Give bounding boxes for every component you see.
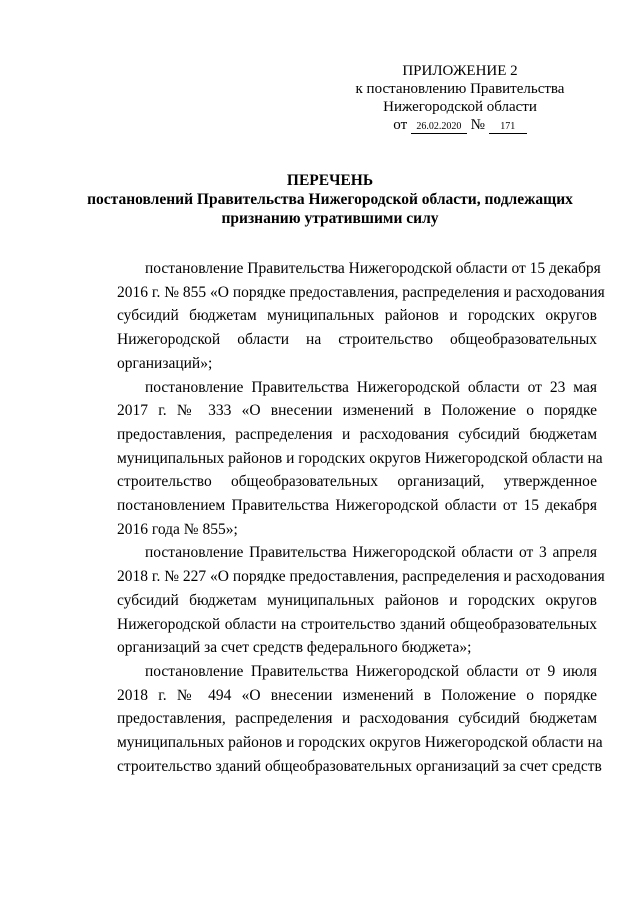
paragraph-line: 2018 г. № 494 «О внесении изменений в Положение о порядке bbox=[117, 686, 597, 704]
list-item bbox=[117, 376, 603, 542]
paragraph-line: организаций за счет средств федерального бюджета»; bbox=[117, 639, 472, 657]
paragraph-line: постановлением Правительства Нижегородской области от 15 декабря bbox=[117, 497, 597, 515]
paragraph-line: 2017 г. № 333 «О внесении изменений в Положение о порядке bbox=[117, 402, 597, 420]
appendix-header bbox=[340, 62, 580, 134]
title-subheading-line1: постановлений Правительства Нижегородской области, подлежащих bbox=[87, 191, 573, 208]
document-title bbox=[60, 171, 600, 228]
number-sign: № bbox=[470, 117, 485, 133]
title-subheading-line2: признанию утратившими силу bbox=[221, 210, 439, 227]
paragraph-line: 2018 г. № 227 «О порядке предоставления, распределения и расходования bbox=[117, 568, 605, 586]
list-item bbox=[117, 660, 603, 779]
paragraph-line: субсидий бюджетам муниципальных районов и городских округов bbox=[117, 591, 597, 609]
paragraph-line: строительство зданий общеобразовательных организаций за счет средств bbox=[117, 757, 602, 775]
paragraph-line: муниципальных районов и городских округов Нижегородской области на bbox=[117, 449, 603, 467]
paragraph-line: организаций»; bbox=[117, 354, 213, 372]
date-prefix: от bbox=[393, 117, 408, 133]
paragraph-line: постановление Правительства Нижегородской области от 15 декабря bbox=[145, 260, 601, 277]
paragraph-line: предоставления, распределения и расходования субсидий бюджетам bbox=[117, 710, 597, 728]
paragraph-line: строительство общеобразовательных организаций, утвержденное bbox=[117, 473, 597, 491]
document-body bbox=[117, 257, 605, 778]
appendix-date-line bbox=[340, 116, 580, 134]
list-item bbox=[117, 541, 605, 660]
paragraph-line: Нижегородской области на строительство зданий общеобразовательных bbox=[117, 615, 597, 633]
appendix-region: Нижегородской области bbox=[383, 99, 537, 115]
paragraph-line: Нижегородской области на строительство общеобразовательных bbox=[117, 331, 597, 349]
appendix-label: ПРИЛОЖЕНИЕ 2 bbox=[402, 63, 518, 79]
paragraph-line: муниципальных районов и городских округов Нижегородской области на bbox=[117, 734, 603, 752]
paragraph-line: постановление Правительства Нижегородской области от 9 июля bbox=[145, 662, 597, 680]
resolution-number: 171 bbox=[489, 121, 527, 134]
paragraph-line: постановление Правительства Нижегородской области от 23 мая bbox=[145, 378, 597, 396]
title-heading: ПЕРЕЧЕНЬ bbox=[286, 172, 374, 189]
resolution-date: 26.02.2020 bbox=[411, 121, 467, 134]
paragraph-line: предоставления, распределения и расходования субсидий бюджетам bbox=[117, 425, 597, 443]
paragraph-line: постановление Правительства Нижегородской области от 3 апреля bbox=[145, 544, 597, 562]
appendix-reference: к постановлению Правительства bbox=[355, 81, 565, 97]
paragraph-line: 2016 г. № 855 «О порядке предоставления, распределения и расходования bbox=[117, 283, 605, 301]
list-item bbox=[117, 257, 605, 376]
paragraph-line: 2016 года № 855»; bbox=[117, 520, 238, 538]
paragraph-line: субсидий бюджетам муниципальных районов и городских округов bbox=[117, 307, 597, 325]
